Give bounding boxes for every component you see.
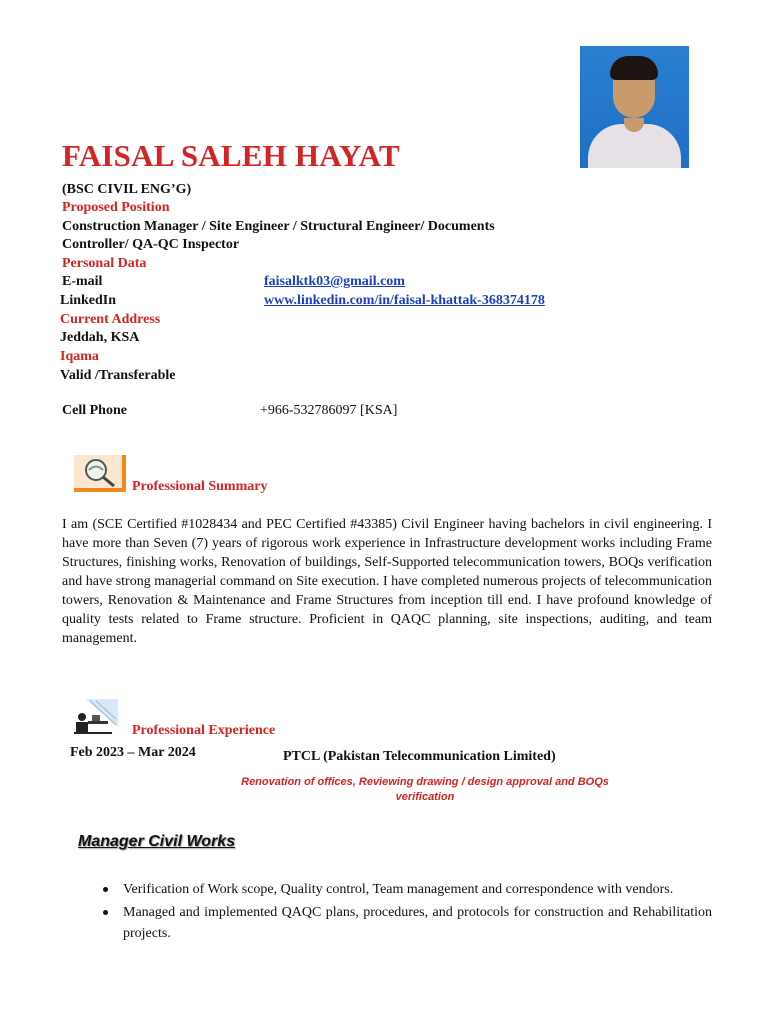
summary-paragraph: I am (SCE Certified #1028434 and PEC Certified #43385) Civil Engineer having bachelors in civil engineering. I have more than Seven (7) years of rigorous work experience in Infrastructure development works including Frame Structures, finishing works, Renovation of buildings, Self-Supported telecommunication towers, BOQs verification and have strong managerial command on Site execution. I have completed numerous projects of telecommunication towers, Renovation & Maintenance and Frame Structures from inception till end. I have profound knowledge of quality tests related to Frame structure. Proficient in QAQC planning, site inspections, auditing, and team management. bbox=[62, 517, 712, 646]
magnifier-icon bbox=[74, 455, 126, 498]
current-address-heading: Current Address bbox=[60, 312, 161, 327]
personal-data-heading: Personal Data bbox=[62, 256, 147, 271]
list-item bbox=[98, 902, 712, 944]
list-item bbox=[98, 879, 712, 900]
linkedin-label: LinkedIn bbox=[60, 293, 117, 308]
candidate-name: FAISAL SALEH HAYAT bbox=[62, 138, 400, 173]
company-name: PTCL (Pakistan Telecommunication Limited) bbox=[283, 749, 556, 764]
role-description bbox=[230, 775, 620, 805]
profile-photo bbox=[580, 46, 689, 168]
role-description-line-2: verification bbox=[395, 791, 455, 803]
job-title: Manager Civil Works bbox=[78, 833, 236, 850]
current-address-value: Jeddah, KSA bbox=[60, 330, 140, 345]
bullet-icon bbox=[103, 887, 108, 892]
email-label: E-mail bbox=[62, 274, 103, 289]
responsibilities-list bbox=[98, 879, 712, 946]
list-item-text: Verification of Work scope, Quality control, Team management and correspondence with vendors. bbox=[123, 882, 674, 897]
degree: (BSC CIVIL ENG’G) bbox=[62, 182, 192, 197]
proposed-position-heading: Proposed Position bbox=[62, 200, 170, 215]
bullet-icon bbox=[103, 910, 108, 915]
proposed-position-line-2: Controller/ QA-QC Inspector bbox=[62, 237, 240, 252]
cell-phone-value: +966-532786097 [KSA] bbox=[260, 403, 398, 418]
iqama-heading: Iqama bbox=[60, 349, 99, 364]
role-description-line-1: Renovation of offices, Reviewing drawing / design approval and BOQs bbox=[241, 776, 609, 788]
linkedin-link[interactable]: www.linkedin.com/in/faisal-khattak-368374178 bbox=[264, 293, 545, 308]
email-link[interactable]: faisalktk03@gmail.com bbox=[264, 274, 405, 289]
engineer-icon bbox=[72, 697, 120, 742]
cell-phone-label: Cell Phone bbox=[62, 403, 127, 418]
professional-summary-heading: Professional Summary bbox=[132, 479, 268, 494]
job-dates: Feb 2023 – Mar 2024 bbox=[70, 745, 196, 760]
professional-experience-heading: Professional Experience bbox=[132, 723, 276, 738]
list-item-text: Managed and implemented QAQC plans, procedures, and protocols for construction and Rehabilitation projects. bbox=[123, 905, 712, 941]
iqama-value: Valid /Transferable bbox=[60, 368, 176, 383]
proposed-position-line-1: Construction Manager / Site Engineer / Structural Engineer/ Documents bbox=[62, 219, 495, 234]
